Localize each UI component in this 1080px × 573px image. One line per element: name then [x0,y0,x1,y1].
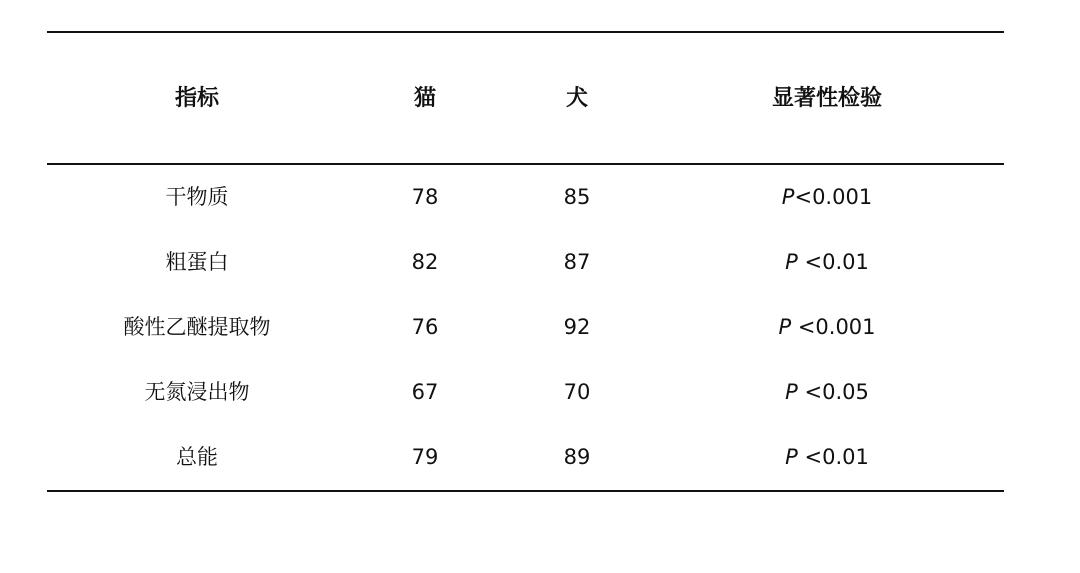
header-dog: 犬 [565,86,588,111]
table-header-row [47,33,1004,163]
p-threshold: <0.001 [791,314,876,339]
bottom-rule [47,490,1004,492]
p-threshold: <0.01 [797,249,869,274]
cat-value-cell: 78 [411,184,439,209]
table-row [47,425,1004,490]
p-symbol: P [785,379,798,404]
cat-value-cell: 82 [411,249,439,274]
data-table [47,31,1004,492]
p-value-cell [727,295,927,360]
p-threshold: <0.05 [797,379,869,404]
p-value-cell [727,360,927,425]
header-cat: 猫 [413,86,436,111]
dog-value-cell: 85 [563,184,591,209]
p-value-cell [727,230,927,295]
table-row [47,165,1004,230]
dog-value-cell: 70 [563,379,591,404]
p-threshold: <0.01 [797,444,869,469]
dog-value-cell: 87 [563,249,591,274]
table-body [47,165,1004,490]
table-row [47,295,1004,360]
header-indicator: 指标 [174,86,219,111]
p-symbol: P [781,184,795,209]
p-symbol: P [778,314,792,339]
cat-value-cell: 67 [411,379,439,404]
p-value-cell [727,425,927,490]
p-symbol: P [785,249,798,274]
indicator-cell: 粗蛋白 [165,249,229,274]
cat-value-cell: 76 [411,314,439,339]
p-symbol: P [785,444,798,469]
dog-value-cell: 89 [563,444,591,469]
table-row [47,360,1004,425]
table-row [47,230,1004,295]
cat-value-cell: 79 [411,444,439,469]
indicator-cell: 酸性乙醚提取物 [123,314,271,339]
dog-value-cell: 92 [563,314,591,339]
header-significance: 显著性检验 [771,86,882,111]
indicator-cell: 总能 [176,444,218,469]
indicator-cell: 干物质 [165,184,229,209]
indicator-cell: 无氮浸出物 [144,379,250,404]
p-value-cell [727,165,927,230]
p-threshold: <0.001 [794,184,873,209]
